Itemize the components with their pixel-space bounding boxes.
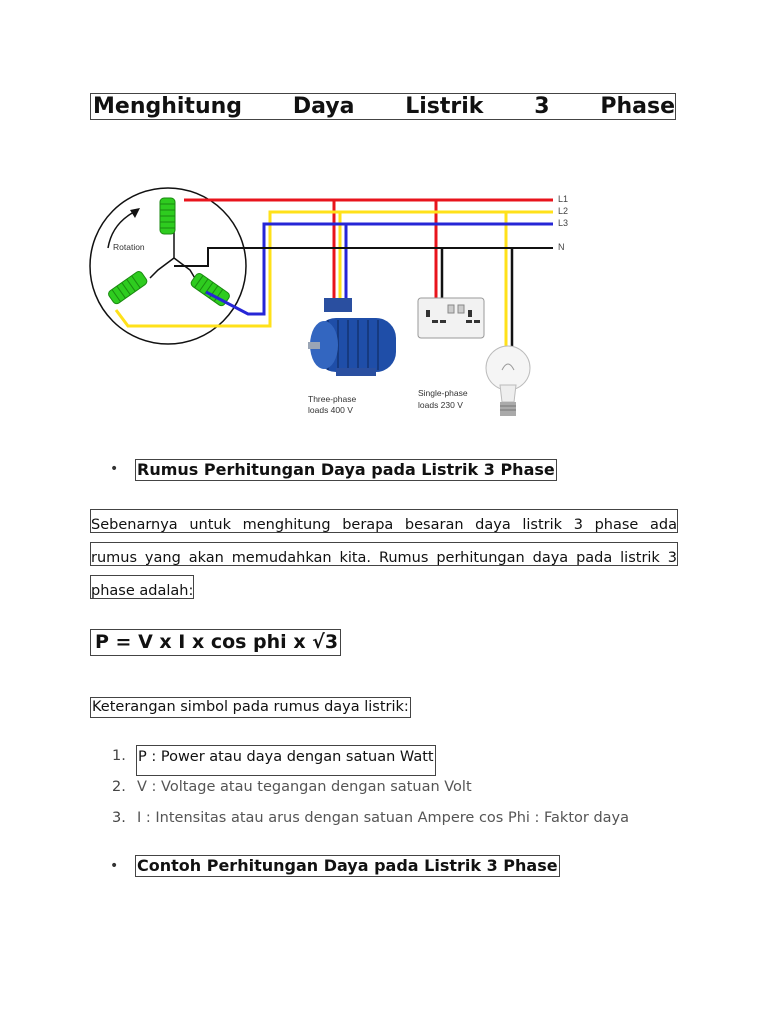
title-word: Listrik <box>405 94 484 119</box>
single-phase-label-2: loads 230 V <box>418 400 463 410</box>
paragraph-line-2: rumus yang akan memudahkan kita. Rumus perhitungan daya pada listrik 3 <box>90 542 678 566</box>
rotation-label: Rotation <box>113 242 145 252</box>
power-formula: P = V x I x cos phi x √3 <box>90 629 341 656</box>
paragraph-line-1: Sebenarnya untuk menghitung berapa besaran daya listrik 3 phase ada <box>90 509 678 533</box>
coil-top <box>160 198 175 234</box>
three-phase-label-2: loads 400 V <box>308 405 353 415</box>
paragraph-line-3: phase adalah: <box>90 575 194 599</box>
line-l3 <box>206 224 553 314</box>
paragraph <box>90 509 678 608</box>
label-l1: L1 <box>558 194 569 204</box>
section-heading-rumus: Rumus Perhitungan Daya pada Listrik 3 Phase <box>137 460 555 479</box>
section-heading-contoh: Contoh Perhitungan Daya pada Listrik 3 Phase <box>137 856 558 875</box>
label-l3: L3 <box>558 218 569 228</box>
light-bulb-icon <box>486 346 530 416</box>
title-word: 3 <box>534 94 550 119</box>
bullet: • <box>110 461 119 477</box>
wall-socket-icon <box>418 298 484 338</box>
title-word: Menghitung <box>93 94 243 119</box>
three-phase-wiring-diagram <box>88 180 588 430</box>
single-phase-label-1: Single-phase <box>418 388 468 398</box>
page-title <box>90 93 676 120</box>
symbol-description-heading: Keterangan simbol pada rumus daya listrik: <box>90 697 411 718</box>
list-item: 1. P : Power atau daya dengan satuan Watt <box>112 745 630 776</box>
three-phase-label-1: Three-phase <box>308 394 357 404</box>
list-item: 3. I : Intensitas atau arus dengan satuan Ampere cos Phi : Faktor daya <box>112 810 630 826</box>
title-word: Phase <box>600 94 675 119</box>
bullet: • <box>110 858 119 874</box>
list-item: 2. V : Voltage atau tegangan dengan satuan Volt <box>112 779 472 795</box>
label-l2: L2 <box>558 206 569 216</box>
title-word: Daya <box>292 94 355 119</box>
label-n: N <box>558 242 565 252</box>
symbol-list <box>112 745 630 838</box>
three-phase-motor-icon <box>308 298 396 376</box>
